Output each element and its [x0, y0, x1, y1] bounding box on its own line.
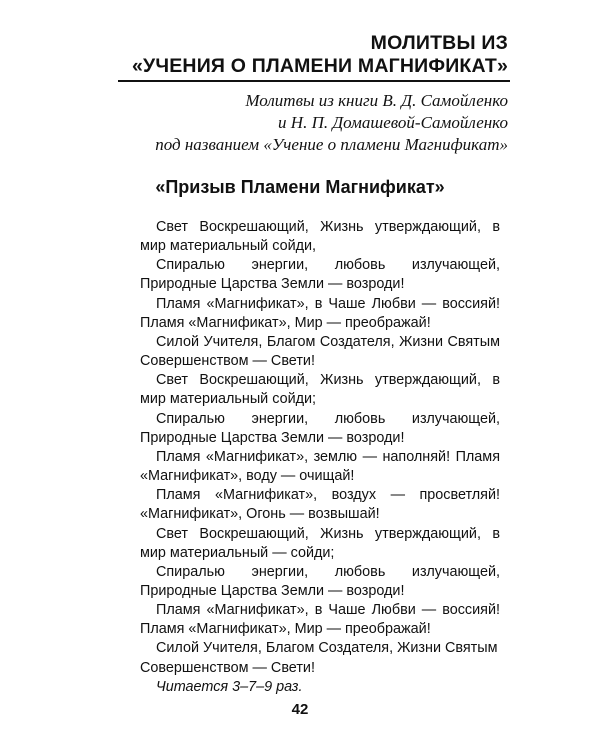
prayer-paragraph: Свет Воскрешающий, Жизнь утверждающий, в мир материальный — сойди;: [140, 525, 500, 561]
chapter-title-line-2: «УЧЕНИЯ О ПЛАМЕНИ МАГНИФИКАТ»: [131, 55, 508, 77]
prayer-paragraph: Свет Воскрешающий, Жизнь утверждающий, в мир материальный сойди;: [140, 372, 500, 408]
prayer-paragraph: Пламя «Магнификат», в Чаше Любви — воссияй! Пламя «Магнификат», Мир — преображай!: [140, 295, 500, 331]
title-divider: [118, 80, 510, 82]
prayer-paragraph: Спиралью энергии, любовь излучающей, Природные Царства Земли — возроди!: [140, 563, 500, 599]
prayer-text: [140, 218, 500, 697]
page-number: 42: [291, 701, 309, 718]
prayer-paragraph: Спиралью энергии, любовь излучающей, Природные Царства Земли — возроди!: [140, 410, 500, 446]
chapter-subtitle: [78, 90, 508, 156]
prayer-paragraph: Спиралью энергии, любовь излучающей, Природные Царства Земли — возроди!: [140, 257, 500, 293]
reading-note: Читается 3–7–9 раз.: [156, 678, 303, 695]
subtitle-line-2: и Н. П. Домашевой-Самойленко: [278, 113, 508, 132]
prayer-paragraph: Пламя «Магнификат», воздух — просветляй! «Магнификат», Огонь — возвышай!: [140, 487, 500, 523]
subtitle-line-1: Молитвы из книги В. Д. Самойленко: [245, 91, 508, 110]
subtitle-line-3: под названием «Учение о пламени Магнификат»: [155, 135, 508, 154]
prayer-paragraph: Пламя «Магнификат», в Чаше Любви — воссияй! Пламя «Магнификат», Мир — преображай!: [140, 602, 500, 638]
prayer-paragraph: Свет Воскрешающий, Жизнь утверждающий, в мир материальный сойди,: [140, 219, 500, 255]
prayer-paragraph: Пламя «Магнификат», землю — наполняй! Пламя «Магнификат», воду — очищай!: [140, 448, 500, 485]
prayer-paragraph: Силой Учителя, Благом Создателя, Жизни Святым Совершенством — Свети!: [140, 333, 500, 370]
chapter-title-line-1: МОЛИТВЫ ИЗ: [370, 32, 508, 54]
prayer-heading: «Призыв Пламени Магнификат»: [155, 177, 445, 197]
prayer-paragraph: Силой Учителя, Благом Создателя, Жизни Святым Совершенством — Свети!: [140, 640, 498, 676]
chapter-title: [108, 32, 508, 78]
